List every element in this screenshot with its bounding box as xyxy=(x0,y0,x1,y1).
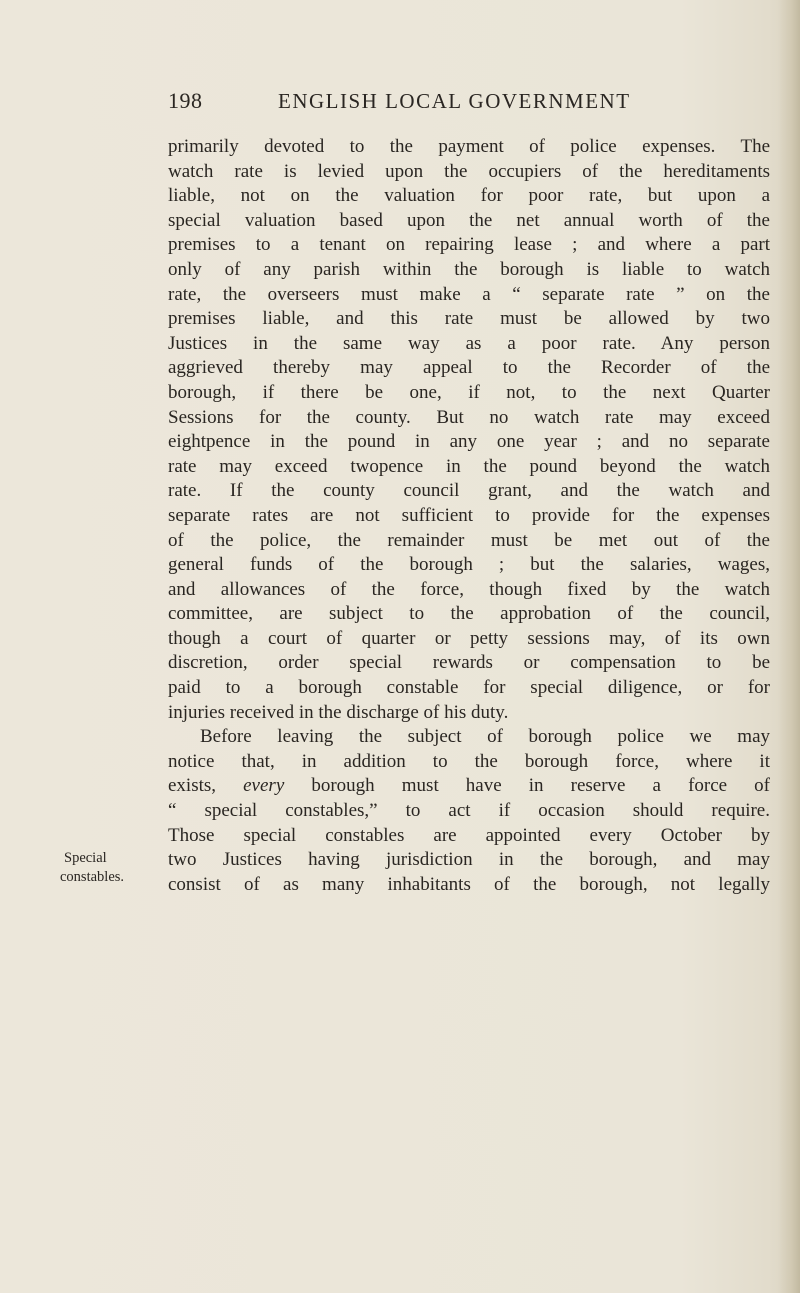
text-line: eightpence in the pound in any one year ; and no separate xyxy=(168,431,770,453)
text-line: special valuation based upon the net annual worth of the xyxy=(168,209,770,231)
body-text xyxy=(168,135,770,897)
text-line: of the police, the remainder must be met out of the xyxy=(168,529,770,551)
text-line: consist of as many inhabitants of the borough, not legally xyxy=(168,873,770,895)
text-line: primarily devoted to the payment of police expenses. The xyxy=(168,136,770,157)
text-line: general funds of the borough ; but the salaries, wages, xyxy=(168,554,770,576)
page-edge-shadow xyxy=(778,0,800,1293)
text-line: watch rate is levied upon the occupiers of the hereditaments xyxy=(168,160,770,182)
italic-emphasis: every xyxy=(243,775,285,797)
text-line: borough, if there be one, if not, to the next Quarter xyxy=(168,381,770,403)
text-line: premises liable, and this rate must be allowed by two xyxy=(168,308,770,330)
margin-note xyxy=(60,849,170,887)
text-line: discretion, order special rewards or compensation to be xyxy=(168,652,770,674)
page-number: 198 xyxy=(168,88,203,113)
text-line: liable, not on the valuation for poor rate, but upon a xyxy=(168,185,770,207)
text-line: though a court of quarter or petty sessions may, of its own xyxy=(168,627,770,649)
text-line: injuries received in the discharge of his duty. xyxy=(168,701,509,723)
text-line: premises to a tenant on repairing lease ; and where a part xyxy=(168,234,770,256)
margin-note-line: constables. xyxy=(60,869,125,885)
text-line-mixed xyxy=(168,774,770,799)
running-title: ENGLISH LOCAL GOVERNMENT xyxy=(278,89,631,113)
running-head xyxy=(168,88,708,114)
text-line: rate, the overseers must make a “ separate rate ” on the xyxy=(168,283,770,305)
text-line: aggrieved thereby may appeal to the Recorder of the xyxy=(168,357,770,379)
text-line: Those special constables are appointed every October by xyxy=(168,824,770,846)
text-line: paid to a borough constable for special diligence, or for xyxy=(168,677,770,699)
margin-note-line: Special xyxy=(64,850,107,866)
text-line: “ special constables,” to act if occasion should require. xyxy=(168,800,770,822)
text-line: Before leaving the subject of borough police we may xyxy=(200,726,770,748)
text-line: Sessions for the county. But no watch rate may exceed xyxy=(168,406,770,428)
text-line: and allowances of the force, though fixed by the watch xyxy=(168,578,770,600)
text-fragment: exists, xyxy=(168,775,217,797)
text-line: Justices in the same way as a poor rate. Any person xyxy=(168,332,770,354)
text-line: two Justices having jurisdiction in the borough, and may xyxy=(168,849,770,871)
text-fragment: borough must have in reserve a force of xyxy=(311,775,771,797)
text-line: notice that, in addition to the borough force, where it xyxy=(168,750,770,772)
text-line: only of any parish within the borough is liable to watch xyxy=(168,258,770,280)
text-line: rate. If the county council grant, and the watch and xyxy=(168,480,770,502)
text-line: committee, are subject to the approbation of the council, xyxy=(168,603,770,625)
text-line: rate may exceed twopence in the pound beyond the watch xyxy=(168,455,770,477)
text-line: separate rates are not sufficient to provide for the expenses xyxy=(168,504,770,526)
